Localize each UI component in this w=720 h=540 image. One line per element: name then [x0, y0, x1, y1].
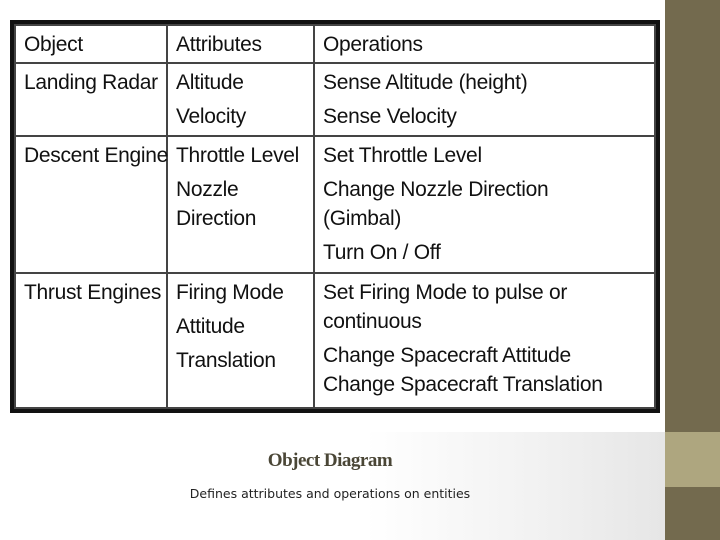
- slide-subtitle: Defines attributes and operations on entities: [189, 486, 471, 501]
- table-header-row: [16, 26, 654, 62]
- attribute-item: Altitude: [176, 70, 244, 94]
- operation-item: Set Throttle Level: [323, 144, 482, 168]
- operation-item: Set Firing Mode to pulse or: [323, 281, 568, 305]
- operation-item: continuous: [323, 310, 422, 334]
- accent-strip-bottom: [665, 487, 720, 540]
- header-operations: Operations: [315, 26, 654, 62]
- operations-cell: [315, 137, 654, 272]
- operation-item: Change Spacecraft Translation: [323, 373, 603, 397]
- object-cell: [16, 137, 169, 272]
- operation-item: Change Nozzle Direction: [323, 178, 549, 202]
- operations-cell: [315, 64, 654, 136]
- attribute-item: Throttle Level: [176, 144, 300, 168]
- attribute-item: Velocity: [176, 104, 246, 128]
- attribute-item: Firing Mode: [176, 281, 284, 305]
- object-table: [14, 24, 656, 409]
- table-row: [16, 274, 654, 407]
- operation-item: Turn On / Off: [323, 241, 441, 265]
- operation-item: Change Spacecraft Attitude: [323, 344, 571, 368]
- attributes-cell: [168, 137, 313, 272]
- operations-cell: [315, 274, 654, 407]
- accent-strip-middle: [665, 432, 720, 487]
- attributes-cell: [168, 274, 313, 407]
- attributes-cell: [168, 64, 313, 136]
- operation-item: Sense Altitude (height): [323, 70, 528, 94]
- attribute-item: Attitude: [176, 315, 245, 339]
- header-object: Object: [16, 26, 166, 62]
- object-cell: [16, 274, 166, 407]
- attribute-item: Translation: [176, 349, 276, 373]
- attribute-item: Nozzle: [176, 178, 239, 202]
- header-attributes: Attributes: [168, 26, 313, 62]
- object-name: Descent Engine: [24, 144, 169, 168]
- accent-strip-top: [665, 0, 720, 432]
- object-cell: [16, 64, 166, 136]
- operation-item: (Gimbal): [323, 207, 402, 231]
- operation-item: Sense Velocity: [323, 104, 457, 128]
- object-name: Thrust Engines: [24, 281, 162, 305]
- table-row: [16, 137, 654, 272]
- attribute-item: Direction: [176, 207, 257, 231]
- object-name: Landing Radar: [24, 70, 158, 94]
- slide-title: Object Diagram: [267, 450, 393, 471]
- object-table-frame: [10, 20, 660, 413]
- table-row: [16, 64, 654, 136]
